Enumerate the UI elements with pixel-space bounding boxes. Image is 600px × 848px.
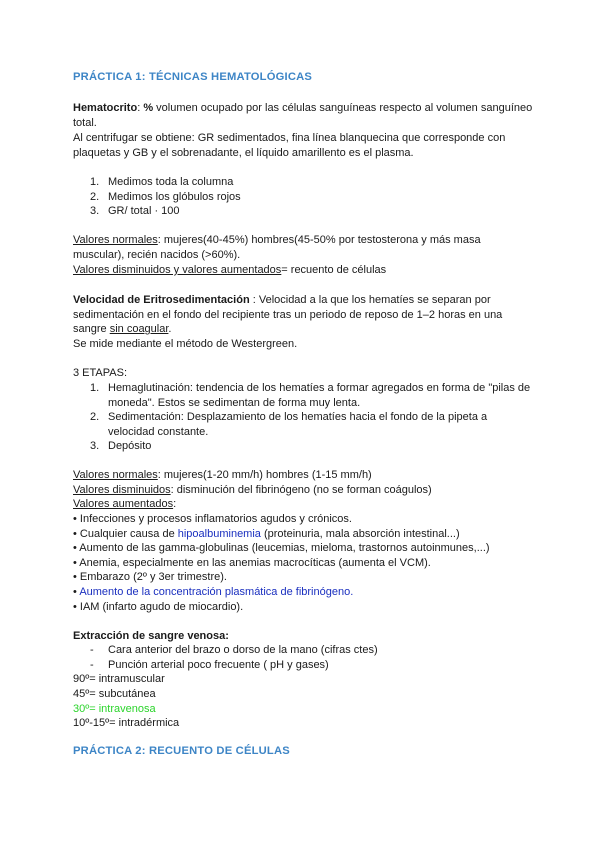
list-number: 3.	[90, 205, 100, 218]
list-item-text: Depósito	[108, 440, 152, 453]
list-item	[73, 439, 533, 454]
valores-normales-label: Valores normales	[73, 234, 158, 246]
extraccion-heading: Extracción de sangre venosa:	[73, 630, 229, 642]
bullet-item: • IAM (infarto agudo de miocardio).	[73, 601, 244, 613]
bullet-item	[73, 585, 533, 600]
list-item-text: GR/ total · 100	[108, 205, 180, 218]
hematocrito-valores-normales	[73, 233, 533, 262]
list-item-text: Medimos los glóbulos rojos	[108, 190, 241, 203]
hematocrito-colon: :	[137, 102, 144, 114]
vsg-def-a: : Velocidad a la que los hematíes se separan por sedimentación en el fondo del recipiente tras un periodo de reposo de 1–2 horas en una sangre	[73, 294, 503, 336]
hematocrito-def-text: volumen ocupado por las células sanguíneas respecto al volumen sanguíneo total.	[73, 102, 533, 129]
list-number: 2.	[90, 411, 100, 424]
hematocrito-definition	[73, 101, 533, 130]
valores-normales-text: : mujeres(1-20 mm/h) hombres (1-15 mm/h)	[157, 469, 372, 481]
valores-disminuidos-text: : disminución del fibrinógeno (no se forman coágulos)	[170, 484, 432, 496]
bullet-item: • Aumento de las gamma-globulinas (leucemias, mieloma, trastornos autoinmunes,...)	[73, 542, 490, 554]
list-item	[73, 190, 533, 205]
vsg-valores-disminuidos	[73, 483, 533, 498]
list-item-text: Medimos toda la columna	[108, 176, 234, 188]
etapas-title: 3 ETAPAS:	[73, 367, 128, 379]
bullet-text: •	[73, 586, 80, 598]
angle-intramuscular: 90º= intramuscular	[73, 673, 165, 685]
list-item	[73, 175, 533, 190]
valores-aumentados-label: Valores aumentados	[73, 498, 174, 510]
vsg-def-b: .	[168, 323, 172, 336]
list-item	[73, 658, 533, 673]
hipoalbuminemia-link[interactable]: hipoalbuminemia	[177, 528, 261, 540]
angle-intravenosa: 30º= intravenosa	[73, 703, 156, 715]
hematocrito-term: Hematocrito	[73, 102, 138, 114]
list-number: 3.	[90, 440, 100, 453]
centrifugar-paragraph: Al centrifugar se obtiene: GR sedimentados, fina línea blanquecina que corresponde con plaquetas y GB y el sobrenadante, el líquido amarillento es el plasma.	[73, 132, 506, 159]
dash-marker: -	[90, 644, 94, 656]
bullet-item: • Infecciones y procesos inflamatorios agudos y crónicos.	[73, 513, 352, 525]
angle-intradermica: 10º-15º= intradérmica	[73, 717, 180, 729]
vsg-valores-aumentados	[73, 497, 533, 512]
vsg-valores-normales	[73, 468, 533, 483]
valores-disminuidos-label: Valores disminuidos y valores aumentados	[73, 264, 282, 276]
list-item	[73, 204, 533, 219]
list-number: 1.	[90, 382, 100, 394]
percent-sign: %	[143, 102, 154, 114]
bullet-item: • Embarazo (2º y 3er trimestre).	[73, 571, 227, 583]
bullet-text: .	[350, 586, 354, 598]
list-item	[73, 643, 533, 658]
valores-normales-text: : mujeres(40-45%) hombres(45-50% por testosterona y más masa muscular), recién nacidos (>60%).	[73, 234, 481, 261]
vsg-term: Velocidad de Eritrosedimentación	[73, 294, 250, 306]
dash-marker: -	[90, 658, 94, 671]
angle-subcutanea: 45º= subcutánea	[73, 688, 156, 700]
fibrinogeno-link[interactable]: Aumento de la concentración plasmática de fibrinógeno	[79, 586, 351, 598]
bullet-text: (proteinuria, mala absorción intestinal...)	[260, 528, 460, 540]
valores-disminuidos-label: Valores disminuidos	[73, 484, 171, 496]
valores-normales-label: Valores normales	[73, 469, 158, 481]
extraccion-list	[73, 643, 533, 672]
list-item	[73, 381, 533, 410]
list-item-text: Punción arterial poco frecuente ( pH y gases)	[108, 658, 329, 671]
vsg-metodo: Se mide mediante el método de Westergreen.	[73, 338, 298, 350]
valores-disminuidos-text: = recuento de células	[281, 264, 387, 276]
practica-2-heading: PRÁCTICA 2: RECUENTO DE CÉLULAS	[73, 745, 290, 757]
etapas-list	[73, 381, 533, 454]
practica-1-heading: PRÁCTICA 1: TÉCNICAS HEMATOLÓGICAS	[73, 71, 313, 83]
list-item	[73, 410, 533, 439]
list-item-text: Cara anterior del brazo o dorso de la mano (cifras ctes)	[108, 644, 378, 656]
bullet-text: • Cualquier causa de	[73, 528, 178, 540]
list-number: 2.	[90, 190, 100, 203]
list-number: 1.	[90, 176, 100, 188]
bullet-item	[73, 527, 533, 542]
sin-coagular-text: sin coagular	[109, 323, 169, 336]
hematocrito-steps-list	[73, 175, 533, 219]
list-item-text: Sedimentación: Desplazamiento de los hematíes hacia el fondo de la pipeta a velocidad constante.	[108, 411, 488, 438]
vsg-definition	[73, 293, 533, 337]
bullet-item: • Anemia, especialmente en las anemias macrocíticas (aumenta el VCM).	[73, 557, 431, 569]
list-item-text: Hemaglutinación: tendencia de los hematíes a formar agregados en forma de "pilas de moneda". Estos se sedimentan de forma muy lenta.	[108, 382, 531, 409]
hematocrito-valores-disminuidos	[73, 263, 533, 278]
valores-aumentados-colon: :	[173, 498, 177, 510]
